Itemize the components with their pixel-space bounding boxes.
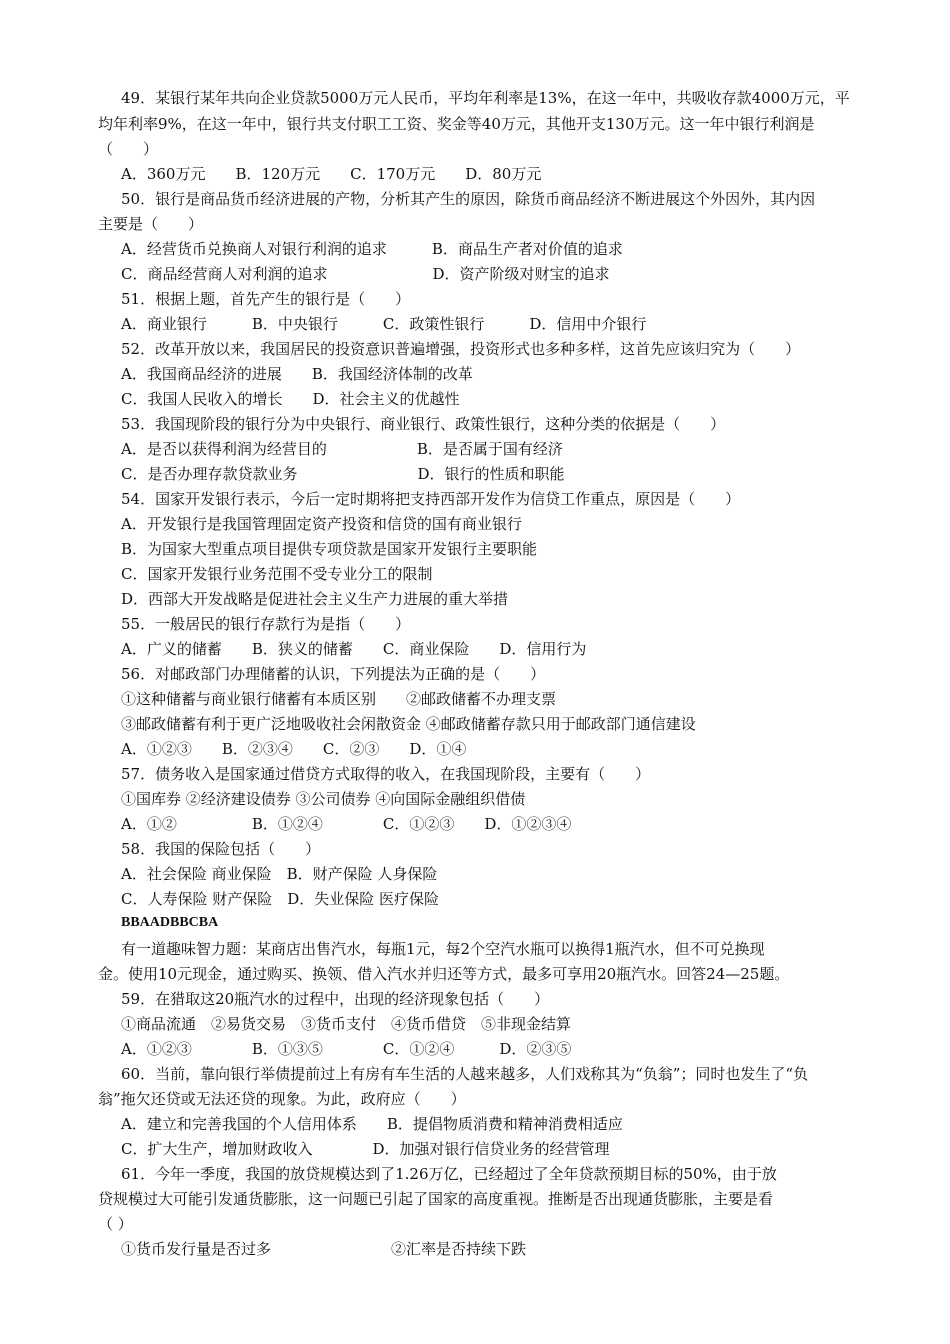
q58-options-cd: C．人寿保险 财产保险 D．失业保险 医疗保险 — [121, 890, 440, 908]
q56-stem: 56．对邮政部门办理储蓄的认识，下列提法为正确的是（ ） — [121, 665, 546, 683]
q56-statements-2: ③邮政储蓄有利于更广泛地吸收社会闲散资金 ④邮政储蓄存款只用于邮政部门通信建设 — [121, 715, 696, 733]
q60-options-ab: A．建立和完善我国的个人信用体系 B．提倡物质消费和精神消费相适应 — [121, 1115, 623, 1133]
q54-option-a: A．开发银行是我国管理固定资产投资和信贷的国有商业银行 — [121, 515, 522, 533]
q56-options: A．①②③ B．②③④ C．②③ D．①④ — [121, 740, 467, 758]
q59-stem: 59．在猎取这20瓶汽水的过程中，出现的经济现象包括（ ） — [121, 990, 550, 1008]
puzzle-intro-1: 有一道趣味智力题：某商店出售汽水，每瓶1元，每2个空汽水瓶可以换得1瓶汽水，但不可兑换现 — [121, 940, 765, 958]
q60-line-2: 翁”拖欠还贷或无法还贷的现象。为此，政府应（ ） — [98, 1090, 466, 1108]
q52-stem: 52．改革开放以来，我国居民的投资意识普遍增强，投资形式也多种多样，这首先应该归究为（ ） — [121, 340, 801, 358]
answer-key: BBAADBBCBA — [121, 915, 219, 930]
q53-stem: 53．我国现阶段的银行分为中央银行、商业银行、政策性银行，这种分类的依据是（ ） — [121, 415, 726, 433]
q61-statements: ①货币发行量是否过多 ②汇率是否持续下跌 — [121, 1240, 527, 1258]
q61-line-1: 61．今年一季度，我国的放贷规模达到了1.26万亿，已经超过了全年贷款预期目标的50%，由于放 — [121, 1165, 777, 1183]
q57-statements: ①国库券 ②经济建设债券 ③公司债券 ④向国际金融组织借债 — [121, 790, 526, 808]
q59-statements: ①商品流通 ②易货交易 ③货币支付 ④货币借贷 ⑤非现金结算 — [121, 1015, 572, 1033]
q50-line-2: 主要是（ ） — [98, 215, 204, 233]
q58-options-ab: A．社会保险 商业保险 B．财产保险 人身保险 — [121, 865, 438, 883]
q55-options: A．广义的储蓄 B．狭义的储蓄 C．商业保险 D．信用行为 — [121, 640, 587, 658]
q61-line-3: （ ） — [98, 1215, 133, 1233]
q54-stem: 54．国家开发银行表示，今后一定时期将把支持西部开发作为信贷工作重点，原因是（ ） — [121, 490, 741, 508]
q61-line-2: 贷规模过大可能引发通货膨胀，这一问题已引起了国家的高度重视。推断是否出现通货膨胀，主要是看 — [98, 1190, 774, 1208]
q49-line-3: （ ） — [98, 140, 159, 158]
q59-options: A．①②③ B．①③⑤ C．①②④ D．②③⑤ — [121, 1040, 572, 1058]
q49-line-1: 49．某银行某年共向企业贷款5000万元人民币，平均年利率是13%，在这一年中，共吸收存款4000万元，平 — [121, 89, 850, 107]
q60-line-1: 60．当前，靠向银行举债提前过上有房有车生活的人越来越多，人们戏称其为“负翁”；同时也发生了“负 — [121, 1065, 809, 1083]
q57-stem: 57．债务收入是国家通过借贷方式取得的收入，在我国现阶段，主要有（ ） — [121, 765, 651, 783]
q58-stem: 58．我国的保险包括（ ） — [121, 840, 321, 858]
q53-options-ab: A．是否以获得利润为经营目的 B．是否属于国有经济 — [121, 440, 563, 458]
puzzle-intro-2: 金。使用10元现金，通过购买、换领、借入汽水并归还等方式，最多可享用20瓶汽水。回答24—25题。 — [98, 965, 790, 983]
q52-options-cd: C．我国人民收入的增长 D．社会主义的优越性 — [121, 390, 460, 408]
q51-stem: 51．根据上题，首先产生的银行是（ ） — [121, 290, 411, 308]
q60-options-cd: C．扩大生产，增加财政收入 D．加强对银行信贷业务的经营管理 — [121, 1140, 610, 1158]
q49-options: A．360万元 B．120万元 C．170万元 D．80万元 — [121, 165, 542, 183]
q50-options-ab: A．经营货币兑换商人对银行利润的追求 B．商品生产者对价值的追求 — [121, 240, 623, 258]
q49-line-2: 均年利率9%，在这一年中，银行共支付职工工资、奖金等40万元，其他开支130万元。这一年中银行利润是 — [98, 115, 815, 133]
q50-options-cd: C．商品经营商人对利润的追求 D．资产阶级对财宝的追求 — [121, 265, 610, 283]
q50-line-1: 50．银行是商品货币经济进展的产物，分析其产生的原因，除货币商品经济不断进展这个外因外，其内因 — [121, 190, 816, 208]
q55-stem: 55．一般居民的银行存款行为是指（ ） — [121, 615, 411, 633]
q57-options: A．①② B．①②④ C．①②③ D．①②③④ — [121, 815, 572, 833]
q53-options-cd: C．是否办理存款贷款业务 D．银行的性质和职能 — [121, 465, 565, 483]
q52-options-ab: A．我国商品经济的进展 B．我国经济体制的改革 — [121, 365, 473, 383]
q56-statements-1: ①这种储蓄与商业银行储蓄有本质区别 ②邮政储蓄不办理支票 — [121, 690, 557, 708]
q54-option-c: C．国家开发银行业务范围不受专业分工的限制 — [121, 565, 433, 583]
q54-option-b: B．为国家大型重点项目提供专项贷款是国家开发银行主要职能 — [121, 540, 538, 558]
q54-option-d: D．西部大开发战略是促进社会主义生产力进展的重大举措 — [121, 590, 509, 608]
q51-options: A．商业银行 B．中央银行 C．政策性银行 D．信用中介银行 — [121, 315, 647, 333]
